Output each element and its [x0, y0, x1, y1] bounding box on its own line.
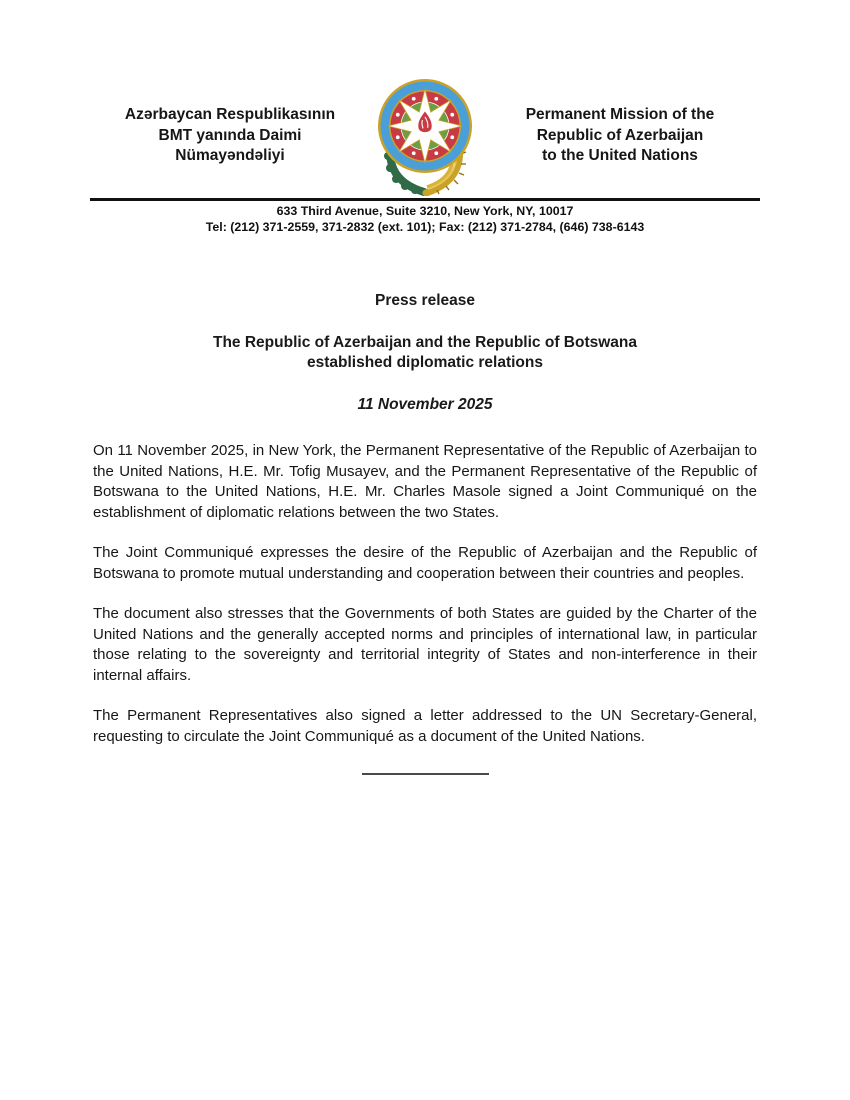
letterhead-left — [90, 105, 370, 167]
body-paragraph: The Permanent Representatives also signed a letter addressed to the UN Secretary-General, requesting to circulate the Joint Communiqué as a document of the United Nations. — [93, 707, 757, 745]
document-title — [0, 333, 850, 374]
phone-fax-line: Tel: (212) 371-2559, 371-2832 (ext. 101); Fax: (212) 371-2784, (646) 738-6143 — [205, 219, 645, 234]
document-kind-heading: Press release — [375, 292, 475, 309]
letterhead-right-line: Republic of Azerbaijan — [536, 126, 704, 144]
letterhead-left-line: BMT yanında Daimi — [158, 126, 302, 144]
contact-block — [0, 204, 850, 235]
letterhead-divider — [90, 198, 760, 201]
body-paragraph: The document also stresses that the Governments of both States are guided by the Charter of the United Nations and the generally accepted norms and principles of international law, in particular those relating to the sovereignty and territorial integrity of States and non-interference in their internal affairs. — [93, 605, 757, 684]
letterhead-left-line: Nümayəndəliyi — [175, 147, 285, 165]
letterhead-right-line: to the United Nations — [542, 147, 698, 165]
document-title-line: established diplomatic relations — [306, 354, 543, 371]
end-of-document-rule — [362, 773, 489, 775]
body-paragraph: The Joint Communiqué expresses the desire of the Republic of Azerbaijan and the Republic of Botswana to promote mutual understanding and cooperation between their countries and peoples. — [93, 544, 757, 582]
letterhead-left-line: Azərbaycan Respublikasının — [124, 106, 336, 124]
letterhead — [0, 0, 850, 196]
document-title-line: The Republic of Azerbaijan and the Republic of Botswana — [213, 333, 637, 351]
document-body — [0, 441, 850, 747]
azerbaijan-emblem-icon — [370, 76, 480, 196]
letterhead-right-line: Permanent Mission of the — [525, 106, 715, 124]
body-paragraph: On 11 November 2025, in New York, the Permanent Representative of the Republic of Azerbaijan to the United Nations, H.E. Mr. Tofig Musayev, and the Permanent Representative of the Republic of Botswana to the United Nations, H.E. Mr. Charles Masole signed a Joint Communiqué on the establishment of diplomatic relations between the two States. — [93, 442, 757, 521]
letterhead-right — [480, 105, 760, 167]
document-date: 11 November 2025 — [357, 395, 493, 413]
address-line: 633 Third Avenue, Suite 3210, New York, NY, 10017 — [276, 204, 574, 218]
